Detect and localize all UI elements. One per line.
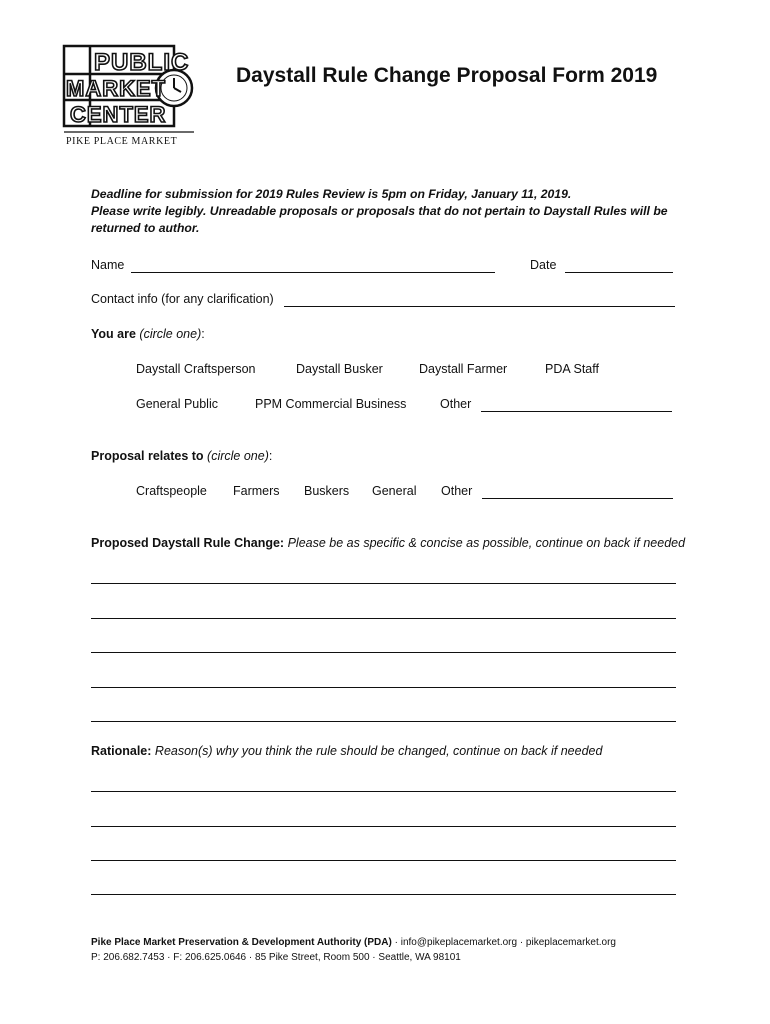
svg-text:PIKE PLACE MARKET: PIKE PLACE MARKET xyxy=(66,136,178,147)
proposed-change-line[interactable] xyxy=(91,583,676,584)
relates-to-label: Proposal relates to xyxy=(91,449,204,463)
footer xyxy=(91,935,616,965)
logo-graphic xyxy=(56,44,196,154)
rationale-heading xyxy=(91,744,602,758)
notice-line: returned to author. xyxy=(91,221,200,235)
name-field[interactable] xyxy=(131,272,495,273)
you-are-heading xyxy=(91,327,205,341)
footer-contacts: · info@pikeplacemarket.org · pikeplacemarket.org xyxy=(391,937,616,948)
proposed-change-label: Proposed Daystall Rule Change: xyxy=(91,536,285,550)
option-general[interactable]: General xyxy=(372,484,417,498)
name-label: Name xyxy=(91,258,125,272)
contact-field[interactable] xyxy=(284,306,675,307)
proposed-change-line[interactable] xyxy=(91,687,676,688)
option-pda-staff[interactable]: PDA Staff xyxy=(545,362,599,376)
option-buskers[interactable]: Buskers xyxy=(304,484,350,498)
option-craftspeople[interactable]: Craftspeople xyxy=(136,484,207,498)
rationale-line[interactable] xyxy=(91,894,676,895)
contact-label: Contact info (for any clarification) xyxy=(91,292,274,306)
submission-notice xyxy=(91,186,691,237)
other-topic-field[interactable] xyxy=(482,498,673,499)
proposed-change-line[interactable] xyxy=(91,652,676,653)
notice-line: Please write legibly. Unreadable proposals or proposals that do not pertain to Daystall Rules will be xyxy=(91,204,668,218)
option-other-topic[interactable]: Other xyxy=(441,484,473,498)
option-other-role[interactable]: Other xyxy=(440,397,472,411)
svg-text:CENTER: CENTER xyxy=(70,102,167,127)
footer-line-2: P: 206.682.7453 · F: 206.625.0646 · 85 Pike Street, Room 500 · Seattle, WA 98101 xyxy=(91,952,461,963)
proposed-change-heading xyxy=(91,536,685,550)
rationale-line[interactable] xyxy=(91,791,676,792)
option-general-public[interactable]: General Public xyxy=(136,397,218,411)
date-label: Date xyxy=(530,258,557,272)
option-farmers[interactable]: Farmers xyxy=(233,484,280,498)
option-ppm-commercial-business[interactable]: PPM Commercial Business xyxy=(255,397,407,411)
svg-text:MARKET: MARKET xyxy=(66,76,167,101)
relates-to-hint: (circle one) xyxy=(207,449,269,463)
option-daystall-craftsperson[interactable]: Daystall Craftsperson xyxy=(136,362,256,376)
proposed-change-hint: Please be as specific & concise as possible, continue on back if needed xyxy=(287,536,686,550)
svg-text:PUBLIC: PUBLIC xyxy=(94,49,190,76)
rationale-line[interactable] xyxy=(91,860,676,861)
rationale-line[interactable] xyxy=(91,826,676,827)
footer-line-1 xyxy=(91,935,616,950)
other-role-field[interactable] xyxy=(481,411,672,412)
rationale-hint: Reason(s) why you think the rule should be changed, continue on back if needed xyxy=(154,744,603,758)
notice-line: Deadline for submission for 2019 Rules Review is 5pm on Friday, January 11, 2019. xyxy=(91,187,572,201)
option-daystall-busker[interactable]: Daystall Busker xyxy=(296,362,383,376)
proposed-change-line[interactable] xyxy=(91,618,676,619)
public-market-center-logo xyxy=(56,44,196,154)
proposed-change-line[interactable] xyxy=(91,721,676,722)
form-title: Daystall Rule Change Proposal Form 2019 xyxy=(236,64,658,87)
date-field[interactable] xyxy=(565,272,673,273)
rationale-label: Rationale: xyxy=(91,744,152,758)
you-are-colon: : xyxy=(201,327,205,341)
option-daystall-farmer[interactable]: Daystall Farmer xyxy=(419,362,508,376)
you-are-hint: (circle one) xyxy=(139,327,202,341)
relates-to-colon: : xyxy=(268,449,273,463)
relates-to-heading xyxy=(91,449,272,463)
you-are-label: You are xyxy=(91,327,136,341)
footer-org: Pike Place Market Preservation & Development Authority (PDA) xyxy=(91,937,392,948)
